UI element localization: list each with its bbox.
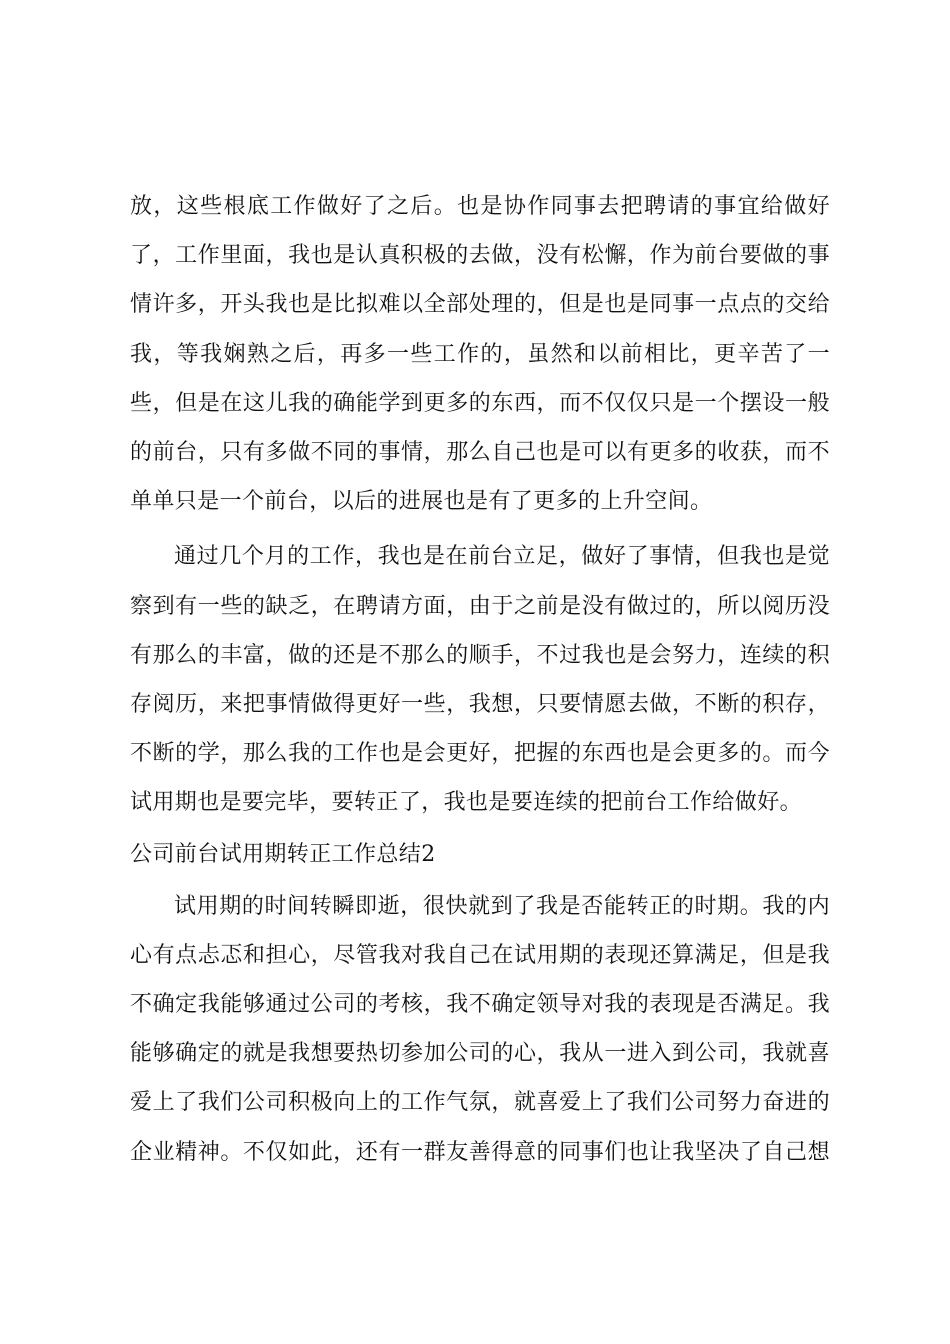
paragraph-line: 单单只是一个前台，以后的进展也是有了更多的上升空间。 (130, 489, 713, 514)
paragraph-line: 试用期的时间转瞬即逝，很快就到了我是否能转正的时期。我的内 (174, 894, 830, 919)
paragraph-line: 不确定我能够通过公司的考核，我不确定领导对我的表现是否满足。我 (130, 992, 830, 1017)
paragraph-line: 爱上了我们公司积极向上的工作气氛，就喜爱上了我们公司努力奋进的 (130, 1090, 830, 1115)
paragraph-line: 存阅历，来把事情做得更好一些，我想，只要情愿去做，不断的积存， (130, 692, 830, 717)
paragraph-line: 试用期也是要完毕，要转正了，我也是要连续的把前台工作给做好。 (130, 790, 803, 815)
paragraph-line: 有那么的丰富，做的还是不那么的顺手，不过我也是会努力，连续的积 (130, 643, 830, 668)
paragraph-line: 情许多，开头我也是比拟难以全部处理的，但是也是同事一点点的交给 (130, 292, 830, 317)
paragraph-line: 些，但是在这儿我的确能学到更多的东西，而不仅仅只是一个摆设一般 (130, 391, 830, 416)
paragraph-line: 察到有一些的缺乏，在聘请方面，由于之前是没有做过的，所以阅历没 (130, 594, 830, 619)
paragraph-line: 心有点忐忑和担心，尽管我对我自己在试用期的表现还算满足，但是我 (130, 943, 830, 968)
paragraph-line: 能够确定的就是我想要热切参加公司的心，我从一进入到公司，我就喜 (130, 1041, 830, 1066)
paragraph-line: 我，等我娴熟之后，再多一些工作的，虽然和以前相比，更辛苦了一 (130, 342, 830, 367)
paragraph-line: 放，这些根底工作做好了之后。也是协作同事去把聘请的事宜给做好 (130, 194, 830, 219)
paragraph-line: 了，工作里面，我也是认真积极的去做，没有松懈，作为前台要做的事 (130, 243, 830, 268)
paragraph-line: 不断的学，那么我的工作也是会更好，把握的东西也是会更多的。而今 (130, 741, 830, 766)
paragraph-line: 通过几个月的工作，我也是在前台立足，做好了事情，但我也是觉 (174, 544, 830, 569)
paragraph-line: 企业精神。不仅如此，还有一群友善得意的同事们也让我坚决了自己想 (130, 1140, 830, 1165)
paragraph-line: 的前台，只有多做不同的事情，那么自己也是可以有更多的收获，而不 (130, 440, 830, 465)
section-heading: 公司前台试用期转正工作总结2 (130, 842, 436, 867)
